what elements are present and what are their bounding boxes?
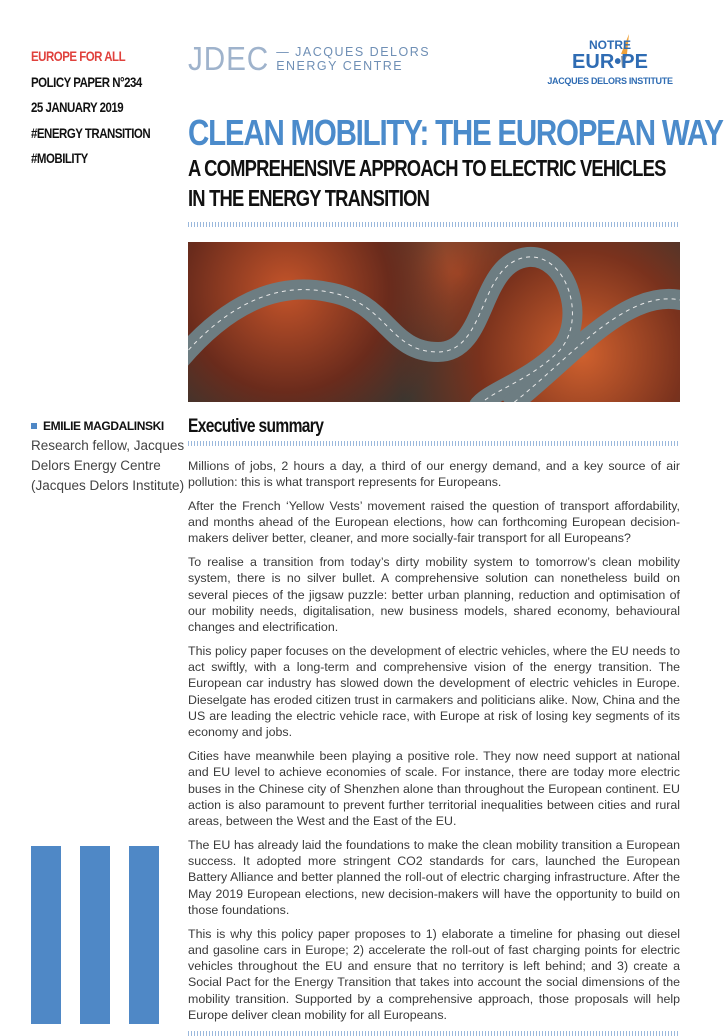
paragraph: Cities have meanwhile been playing a positive role. They now need support at national and EU level to achieve economies of scale. For instance, there are today more electric buses in the Chinese city of Shenzhen alone than throughout the European continent. EU action is also paramount to prevent further territorial inequalities between cities and rural areas, between the West and the East of the EU. xyxy=(188,748,680,829)
jdec-line1: — JACQUES DELORS xyxy=(276,45,431,59)
decorative-bar xyxy=(129,846,159,1024)
series-label: EUROPE FOR ALL xyxy=(31,48,126,64)
tag-mobility: #MOBILITY xyxy=(31,150,88,166)
jdec-line2: ENERGY CENTRE xyxy=(276,59,404,73)
paragraph: Millions of jobs, 2 hours a day, a third of our energy demand, and a key source of air pollution: this is what transport represents for Europeans. xyxy=(188,459,680,490)
author-name: EMILIE MAGDALINSKI xyxy=(43,419,164,433)
notre-europe-logo xyxy=(535,38,685,86)
paragraph: After the French ‘Yellow Vests’ movement raised the question of transport affordability, and months ahead of the European elections, how can forthcoming European decision-makers deliver better, cleaner, and more socially-fair transport for all Europeans? xyxy=(188,498,680,546)
author-role-line1: Research fellow, Jacques xyxy=(31,438,185,453)
author-block xyxy=(31,416,184,496)
ne-line2: EUR•PE xyxy=(572,51,648,73)
section-heading: Executive summary xyxy=(188,416,324,437)
divider xyxy=(188,222,680,227)
divider xyxy=(188,1031,680,1036)
paragraph: To realise a transition from today’s dirty mobility system to tomorrow’s clean mobility system, there is no silver bullet. A comprehensive solution can nonetheless build on several pieces of the jigsaw puzzle: better urban planning, reduction and optimisation of our mobility needs, digitalisation, new business models, shared economy, behavioural changes and electrification. xyxy=(188,555,680,635)
ne-line1: NOTRE xyxy=(589,38,631,52)
publication-date: 25 JANUARY 2019 xyxy=(31,99,124,115)
page-subtitle xyxy=(188,153,666,213)
executive-summary-body xyxy=(188,458,680,1036)
bullet-square-icon xyxy=(31,423,37,429)
ne-line3: JACQUES DELORS INSTITUTE xyxy=(547,76,673,86)
paper-metadata xyxy=(31,44,150,172)
paragraph: The EU has already laid the foundations to make the clean mobility transition a European success. It adopted more stringent CO2 standards for cars, launched the European Battery Alliance and better planned the roll-out of electric charging infrastructure. After the May 2019 European elections, new decision-makers will have the opportunity to build on those foundations. xyxy=(188,837,680,917)
subtitle-line2: IN THE ENERGY TRANSITION xyxy=(188,185,430,211)
author-role-line3: (Jacques Delors Institute) xyxy=(31,478,185,493)
decorative-bar xyxy=(80,846,110,1024)
jdec-logo xyxy=(188,40,430,78)
paragraph: This is why this policy paper proposes to 1) elaborate a timeline for phasing out diesel and gasoline cars in Europe; 2) accelerate the roll-out of fast charging points for electric vehicles throughout the EU and ensure that no territory is left behind; and 3) create a Social Pact for the Energy Transition that takes into account the social dimensions of the mobility transition. Supported by a comprehensive approach, those proposals will help Europe deliver clean mobility for all Europeans. xyxy=(188,926,680,1022)
jdec-mark: JDEC xyxy=(188,40,270,77)
page-title: CLEAN MOBILITY: THE EUROPEAN WAY xyxy=(188,112,723,153)
subtitle-line1: A COMPREHENSIVE APPROACH TO ELECTRIC VEHICLES xyxy=(188,155,666,181)
paper-number: POLICY PAPER N°234 xyxy=(31,73,142,90)
author-role-line2: Delors Energy Centre xyxy=(31,458,161,473)
cover-photo-winding-road xyxy=(188,242,680,402)
paragraph: This policy paper focuses on the development of electric vehicles, where the EU needs to act swiftly, with a long-term and comprehensive vision of the energy transition. The European car industry has slowed down the development of electric vehicles in Europe. Dieselgate has eroded citizen trust in carmakers and politicians alike. Now, China and the US are leading the electric vehicle race, with Europe at risk of losing key segments of its economy and jobs. xyxy=(188,643,680,740)
tag-energy-transition: #ENERGY TRANSITION xyxy=(31,124,151,141)
divider xyxy=(188,441,680,446)
decorative-bar xyxy=(31,846,61,1024)
